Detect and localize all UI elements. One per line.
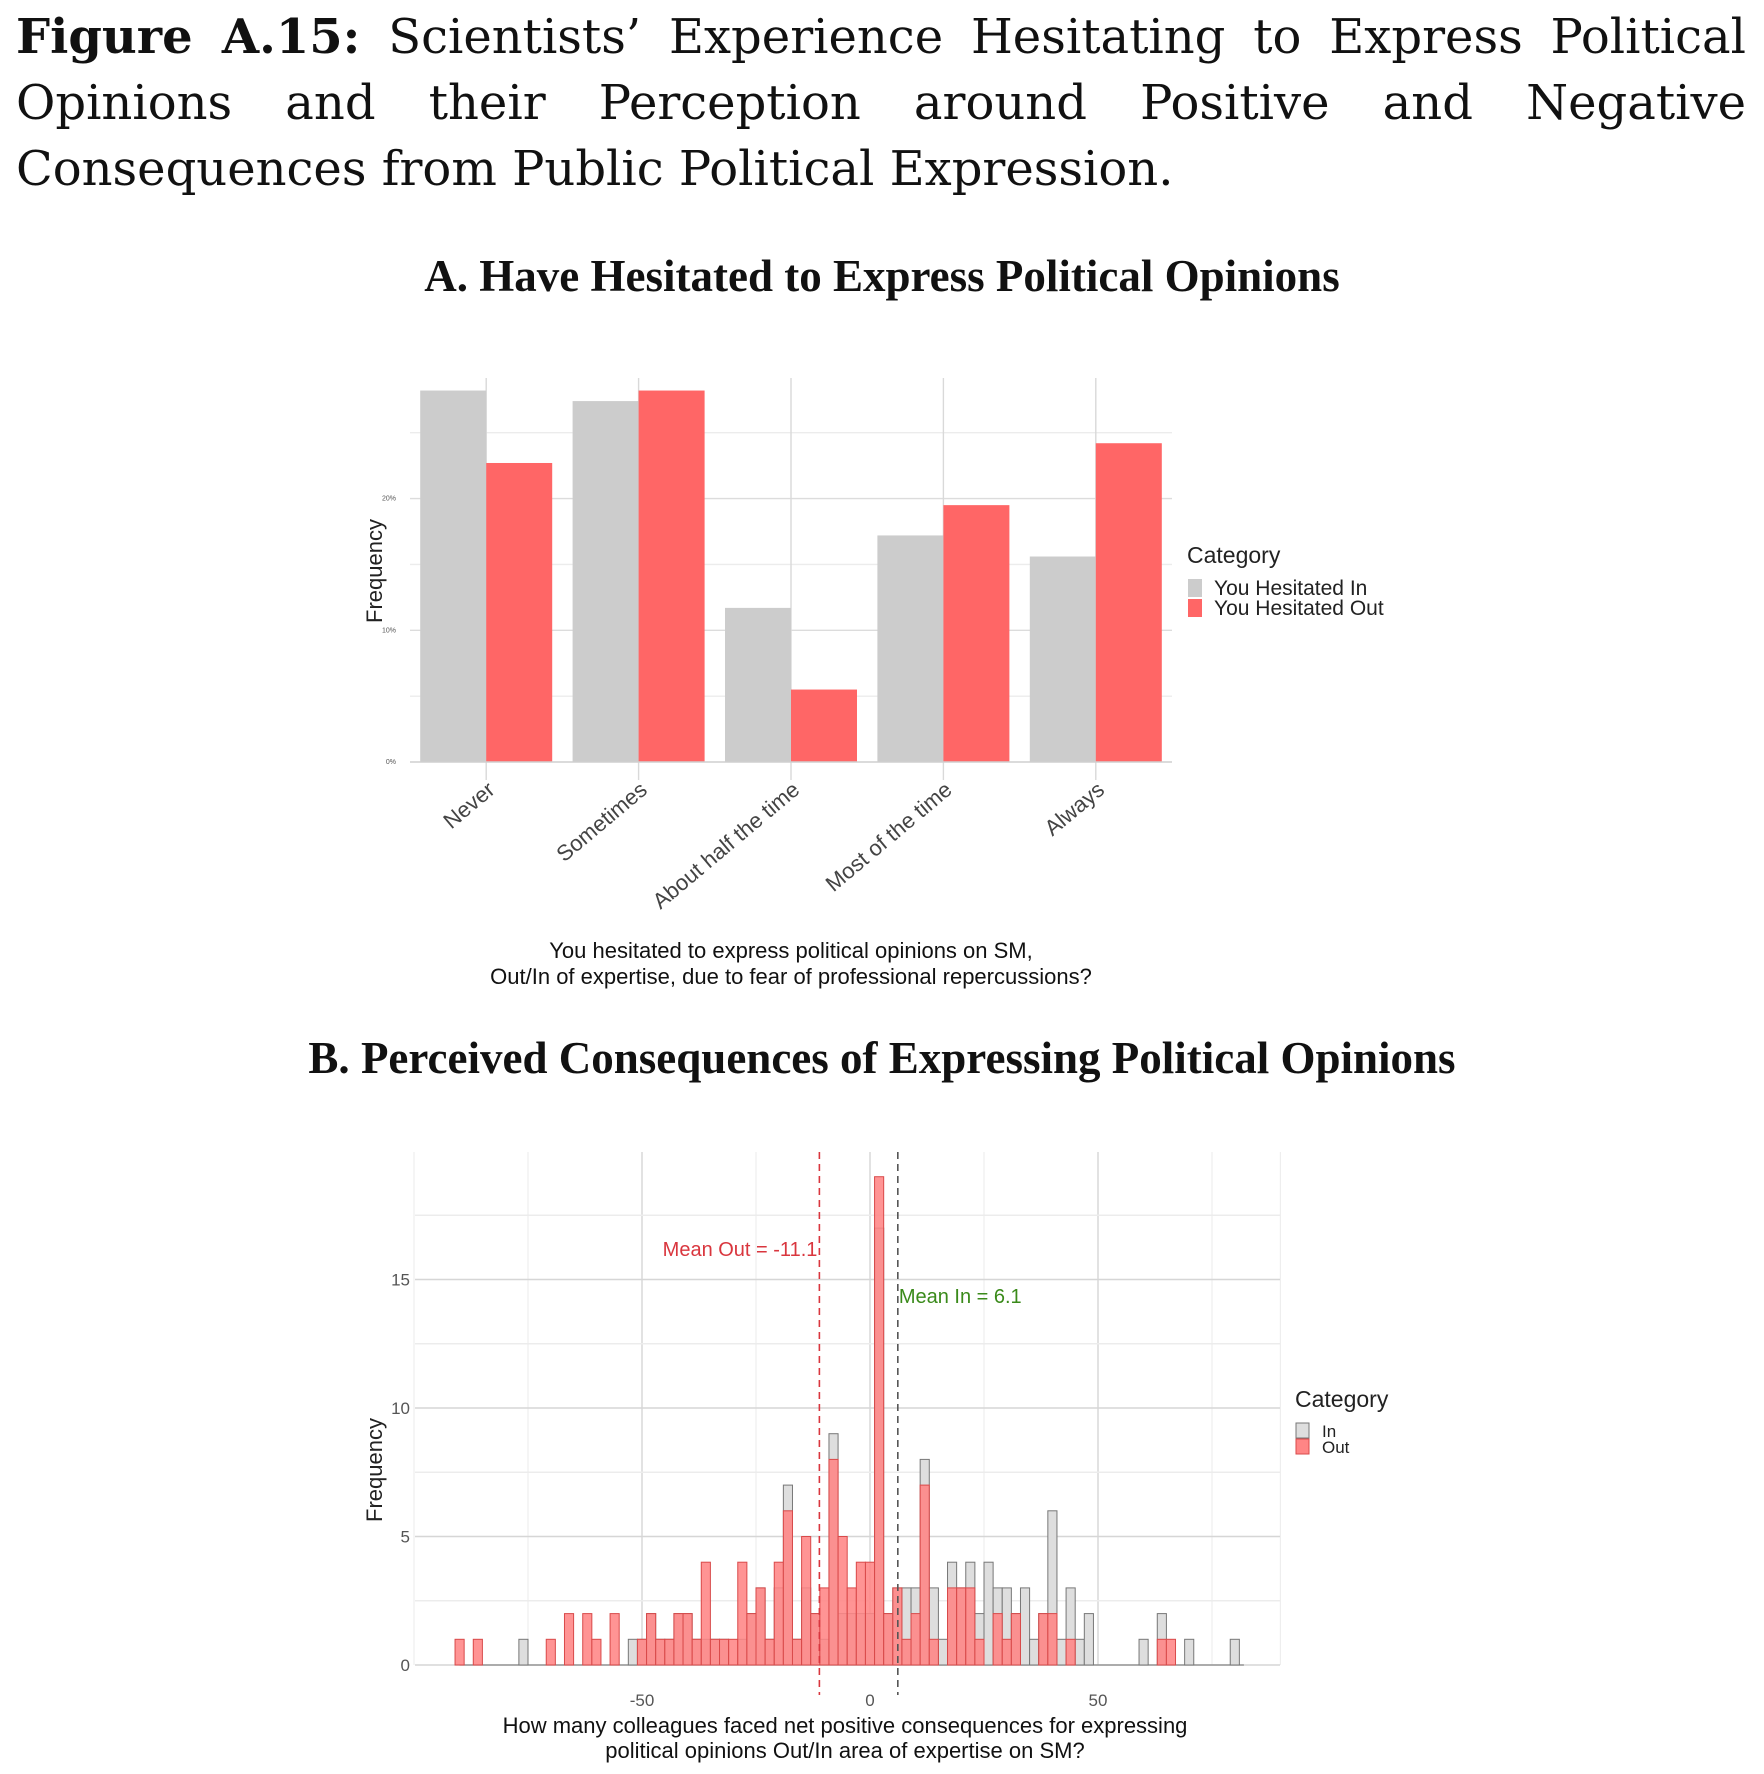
- hist-bar-in: [628, 1639, 637, 1665]
- hist-bar-in: [1075, 1639, 1084, 1665]
- hist-bar-out: [1066, 1639, 1075, 1665]
- hist-bar-out: [902, 1639, 911, 1665]
- y-axis-title: Frequency: [362, 519, 387, 623]
- hist-bar-out: [1039, 1614, 1048, 1665]
- hist-bar-out: [455, 1639, 464, 1665]
- figure-caption: [16, 4, 1746, 202]
- hist-bar-out: [783, 1511, 792, 1665]
- hist-bar-out: [738, 1562, 747, 1665]
- x-axis-title-line2: political opinions Out/In area of expertise on SM?: [605, 1738, 1085, 1763]
- hist-bar-out: [683, 1614, 692, 1665]
- x-tick-label: Sometimes: [551, 776, 652, 867]
- hist-bar-out: [993, 1614, 1002, 1665]
- hist-bar-out: [802, 1537, 811, 1666]
- legend-title: Category: [1187, 542, 1281, 568]
- hist-bar-out: [820, 1588, 829, 1665]
- x-tick-label: About half the time: [647, 776, 805, 914]
- panel-b-title: [0, 1032, 1764, 1084]
- legend-label-in: You Hesitated In: [1214, 577, 1368, 600]
- hist-bar-in: [1020, 1588, 1029, 1665]
- legend-swatch-in: [1296, 1423, 1309, 1438]
- x-tick-label: Always: [1039, 776, 1110, 841]
- hist-bar-out: [656, 1639, 665, 1665]
- legend-swatch-out: [1296, 1439, 1309, 1454]
- bar-out-never: [486, 463, 552, 762]
- hist-bar-out: [838, 1537, 847, 1666]
- y-tick-label: 0: [400, 1656, 410, 1675]
- bar-out-always: [1096, 443, 1162, 762]
- y-tick-label: 5: [400, 1527, 410, 1547]
- hist-bar-out: [911, 1614, 920, 1665]
- hist-bar-out: [729, 1639, 738, 1665]
- panel-a-letter: A.: [424, 251, 469, 301]
- bar-in-most-of-the-time: [877, 535, 943, 762]
- hist-bar-in: [1030, 1639, 1039, 1665]
- hist-bar-out: [1048, 1614, 1057, 1665]
- hist-bar-in: [1057, 1639, 1066, 1665]
- bar-out-most-of-the-time: [943, 505, 1009, 762]
- hist-bar-in: [519, 1639, 528, 1665]
- hist-bar-out: [583, 1614, 592, 1665]
- bar-in-sometimes: [573, 401, 639, 762]
- x-axis-title-line2: Out/In of expertise, due to fear of professional repercussions?: [490, 964, 1092, 989]
- hist-bar-out: [792, 1639, 801, 1665]
- x-tick-label: -50: [629, 1691, 655, 1710]
- x-axis-title-line1: How many colleagues faced net positive consequences for expressing: [502, 1713, 1188, 1738]
- hist-bar-out: [856, 1562, 865, 1665]
- hist-bar-out: [1011, 1614, 1020, 1665]
- panel-b-histogram: [0, 1140, 1764, 1774]
- hist-bar-in: [1084, 1614, 1093, 1665]
- hist-bar-out: [966, 1588, 975, 1665]
- hist-bar-out: [847, 1588, 856, 1665]
- hist-bar-out: [674, 1614, 683, 1665]
- y-axis-title: Frequency: [362, 1418, 387, 1522]
- hist-bar-out: [975, 1639, 984, 1665]
- y-tick-label: 15: [391, 1270, 410, 1290]
- panel-a-title-text: Have Hesitated to Express Political Opinions: [479, 251, 1340, 301]
- bar-out-about-half-the-time: [791, 690, 857, 762]
- hist-bar-out: [811, 1614, 820, 1665]
- x-tick-label: 0: [865, 1691, 875, 1710]
- hist-bar-out: [957, 1588, 966, 1665]
- hist-bar-in: [938, 1639, 947, 1665]
- legend-label-out: You Hesitated Out: [1214, 597, 1384, 620]
- hist-bar-out: [765, 1639, 774, 1665]
- bar-out-sometimes: [639, 391, 705, 762]
- figure-caption-text: Scientists’ Experience Hesitating to Express Political Opinions and their Perception around Positive and Negative Consequences from Public Political Expression.: [16, 9, 1746, 197]
- hist-bar-out: [610, 1614, 619, 1665]
- hist-bar-out: [929, 1639, 938, 1665]
- hist-bar-in: [1139, 1639, 1148, 1665]
- bar-in-about-half-the-time: [725, 608, 791, 762]
- legend-swatch-in: [1188, 579, 1202, 597]
- hist-bar-out: [884, 1614, 893, 1665]
- hist-bar-out: [920, 1485, 929, 1665]
- x-tick-label: Most of the time: [820, 776, 957, 897]
- bar-in-never: [420, 391, 486, 762]
- hist-bar-in: [984, 1562, 993, 1665]
- hist-bar-out: [720, 1639, 729, 1665]
- hist-bar-out: [948, 1588, 957, 1665]
- hist-bar-out: [829, 1459, 838, 1665]
- mean-in-label: Mean In = 6.1: [898, 1286, 1022, 1308]
- panel-a-title: [0, 250, 1764, 302]
- hist-bar-out: [473, 1639, 482, 1665]
- hist-bar-out: [637, 1639, 646, 1665]
- hist-bar-out: [875, 1177, 884, 1665]
- mean-out-label: Mean Out = -11.1: [662, 1239, 818, 1261]
- x-tick-label: Never: [438, 776, 500, 834]
- hist-bar-out: [865, 1562, 874, 1665]
- hist-bar-out: [692, 1639, 701, 1665]
- hist-bar-out: [647, 1614, 656, 1665]
- hist-bar-out: [564, 1614, 573, 1665]
- panel-b-title-text: Perceived Consequences of Expressing Political Opinions: [360, 1033, 1456, 1083]
- hist-bar-in: [1230, 1639, 1239, 1665]
- legend-label-out: Out: [1322, 1438, 1350, 1457]
- hist-bar-out: [1166, 1639, 1175, 1665]
- y-tick-label: 10: [391, 1399, 410, 1418]
- panel-b-letter: B.: [308, 1033, 350, 1083]
- hist-bar-out: [756, 1588, 765, 1665]
- hist-bar-in: [1185, 1639, 1194, 1665]
- x-axis-title-line1: You hesitated to express political opinions on SM,: [549, 938, 1033, 963]
- y-tick-label: 0%: [385, 759, 396, 766]
- hist-bar-out: [701, 1562, 710, 1665]
- hist-bar-out: [1002, 1639, 1011, 1665]
- legend-title: Category: [1295, 1386, 1389, 1412]
- panel-a-bar-chart: [0, 330, 1764, 1000]
- hist-bar-out: [665, 1639, 674, 1665]
- y-tick-label: 10%: [381, 627, 396, 635]
- bar-in-always: [1030, 557, 1096, 762]
- hist-bar-out: [1157, 1639, 1166, 1665]
- x-tick-label: 50: [1088, 1691, 1108, 1710]
- legend-label-in: In: [1322, 1422, 1337, 1441]
- y-tick-label: 20%: [381, 495, 396, 503]
- figure-label: Figure A.15:: [16, 9, 361, 65]
- hist-bar-out: [592, 1639, 601, 1665]
- hist-bar-out: [546, 1639, 555, 1665]
- hist-bar-out: [774, 1562, 783, 1665]
- legend-swatch-out: [1188, 599, 1202, 617]
- hist-bar-out: [710, 1639, 719, 1665]
- hist-bar-out: [747, 1614, 756, 1665]
